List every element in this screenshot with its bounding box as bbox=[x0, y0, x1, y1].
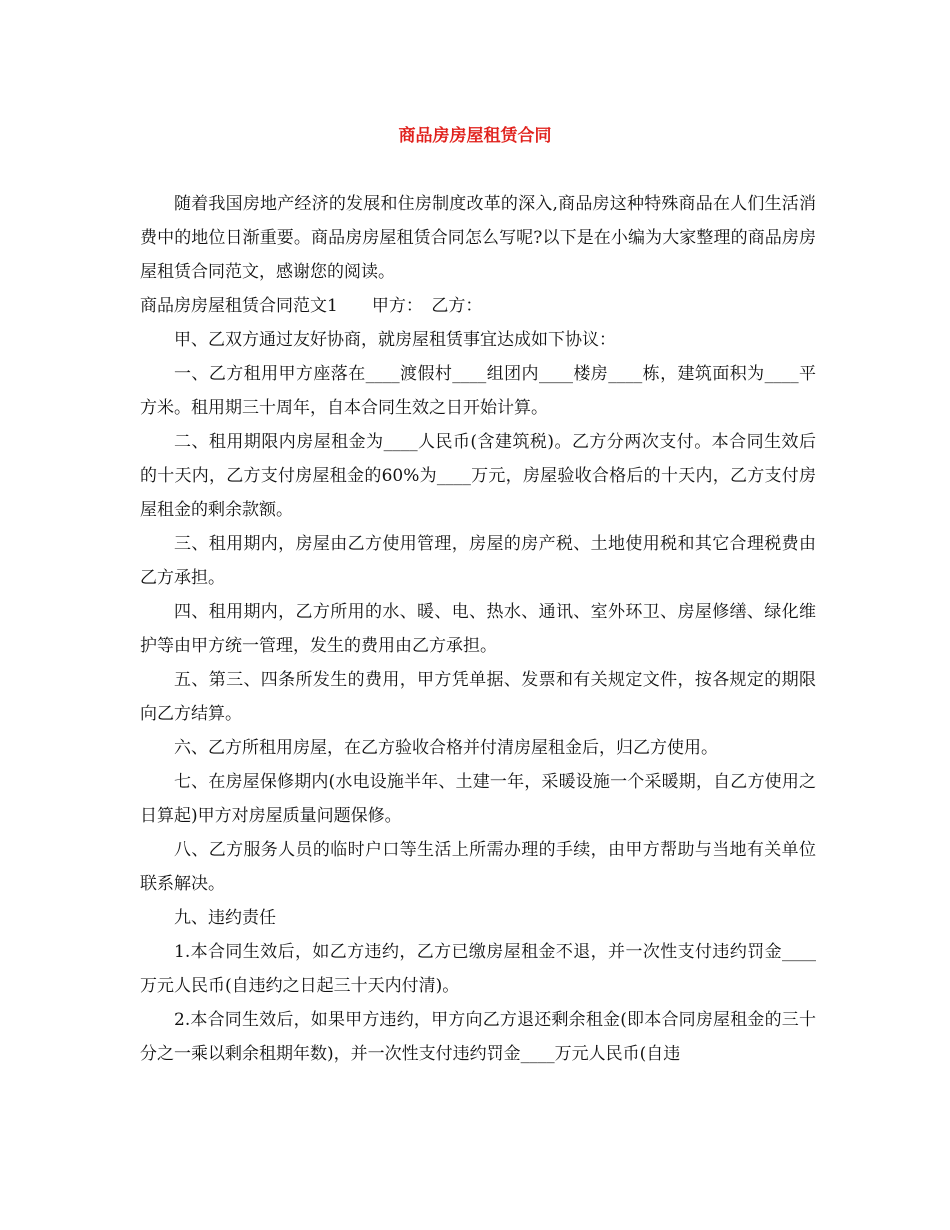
clause-9-heading: 九、违约责任 bbox=[174, 908, 276, 928]
clause-1: 一、乙方租用甲方座落在____渡假村____组团内____楼房____栋，建筑面积为____平方米。租用期三十周年，自本合同生效之日开始计算。 bbox=[140, 364, 816, 418]
clause-9-item-2: 2.本合同生效后，如果甲方违约，甲方向乙方退还剩余租金(即本合同房屋租金的三十分之一乘以剩余租期年数)，并一次性支付违约罚金____万元人民币(自违 bbox=[140, 1010, 816, 1064]
paragraph-intro: 随着我国房地产经济的发展和住房制度改革的深入,商品房这种特殊商品在人们生活消费中的地位日渐重要。商品房房屋租赁合同怎么写呢?以下是在小编为大家整理的商品房房屋租赁合同范文，感谢您的阅读。 bbox=[140, 194, 816, 282]
clause-9-item-1: 1.本合同生效后，如乙方违约，乙方已缴房屋租金不退，并一次性支付违约罚金____万元人民币(自违约之日起三十天内付清)。 bbox=[140, 942, 816, 996]
paragraph-sample-heading: 商品房房屋租赁合同范文1 甲方： 乙方： bbox=[140, 296, 483, 316]
clause-7: 七、在房屋保修期内(水电设施半年、土建一年，采暖设施一个采暖期，自乙方使用之日算起)甲方对房屋质量问题保修。 bbox=[140, 772, 816, 826]
clause-8: 八、乙方服务人员的临时户口等生活上所需办理的手续，由甲方帮助与当地有关单位联系解决。 bbox=[140, 840, 816, 894]
clause-4: 四、租用期内，乙方所用的水、暖、电、热水、通讯、室外环卫、房屋修缮、绿化维护等由甲方统一管理，发生的费用由乙方承担。 bbox=[140, 602, 816, 656]
document-body bbox=[140, 187, 816, 1071]
clause-6: 六、乙方所租用房屋，在乙方验收合格并付清房屋租金后，归乙方使用。 bbox=[174, 738, 718, 758]
clause-3: 三、租用期内，房屋由乙方使用管理，房屋的房产税、土地使用税和其它合理税费由乙方承担。 bbox=[140, 534, 816, 588]
document-title: 商品房房屋租赁合同 bbox=[398, 126, 552, 146]
clause-2: 二、租用期限内房屋租金为____人民币(含建筑税)。乙方分两次支付。本合同生效后的十天内，乙方支付房屋租金的60%为____万元，房屋验收合格后的十天内，乙方支付房屋租金的剩余款额。 bbox=[140, 432, 816, 520]
clause-5: 五、第三、四条所发生的费用，甲方凭单据、发票和有关规定文件，按各规定的期限向乙方结算。 bbox=[140, 670, 816, 724]
paragraph-agreement: 甲、乙双方通过友好协商，就房屋租赁事宜达成如下协议： bbox=[174, 330, 616, 350]
